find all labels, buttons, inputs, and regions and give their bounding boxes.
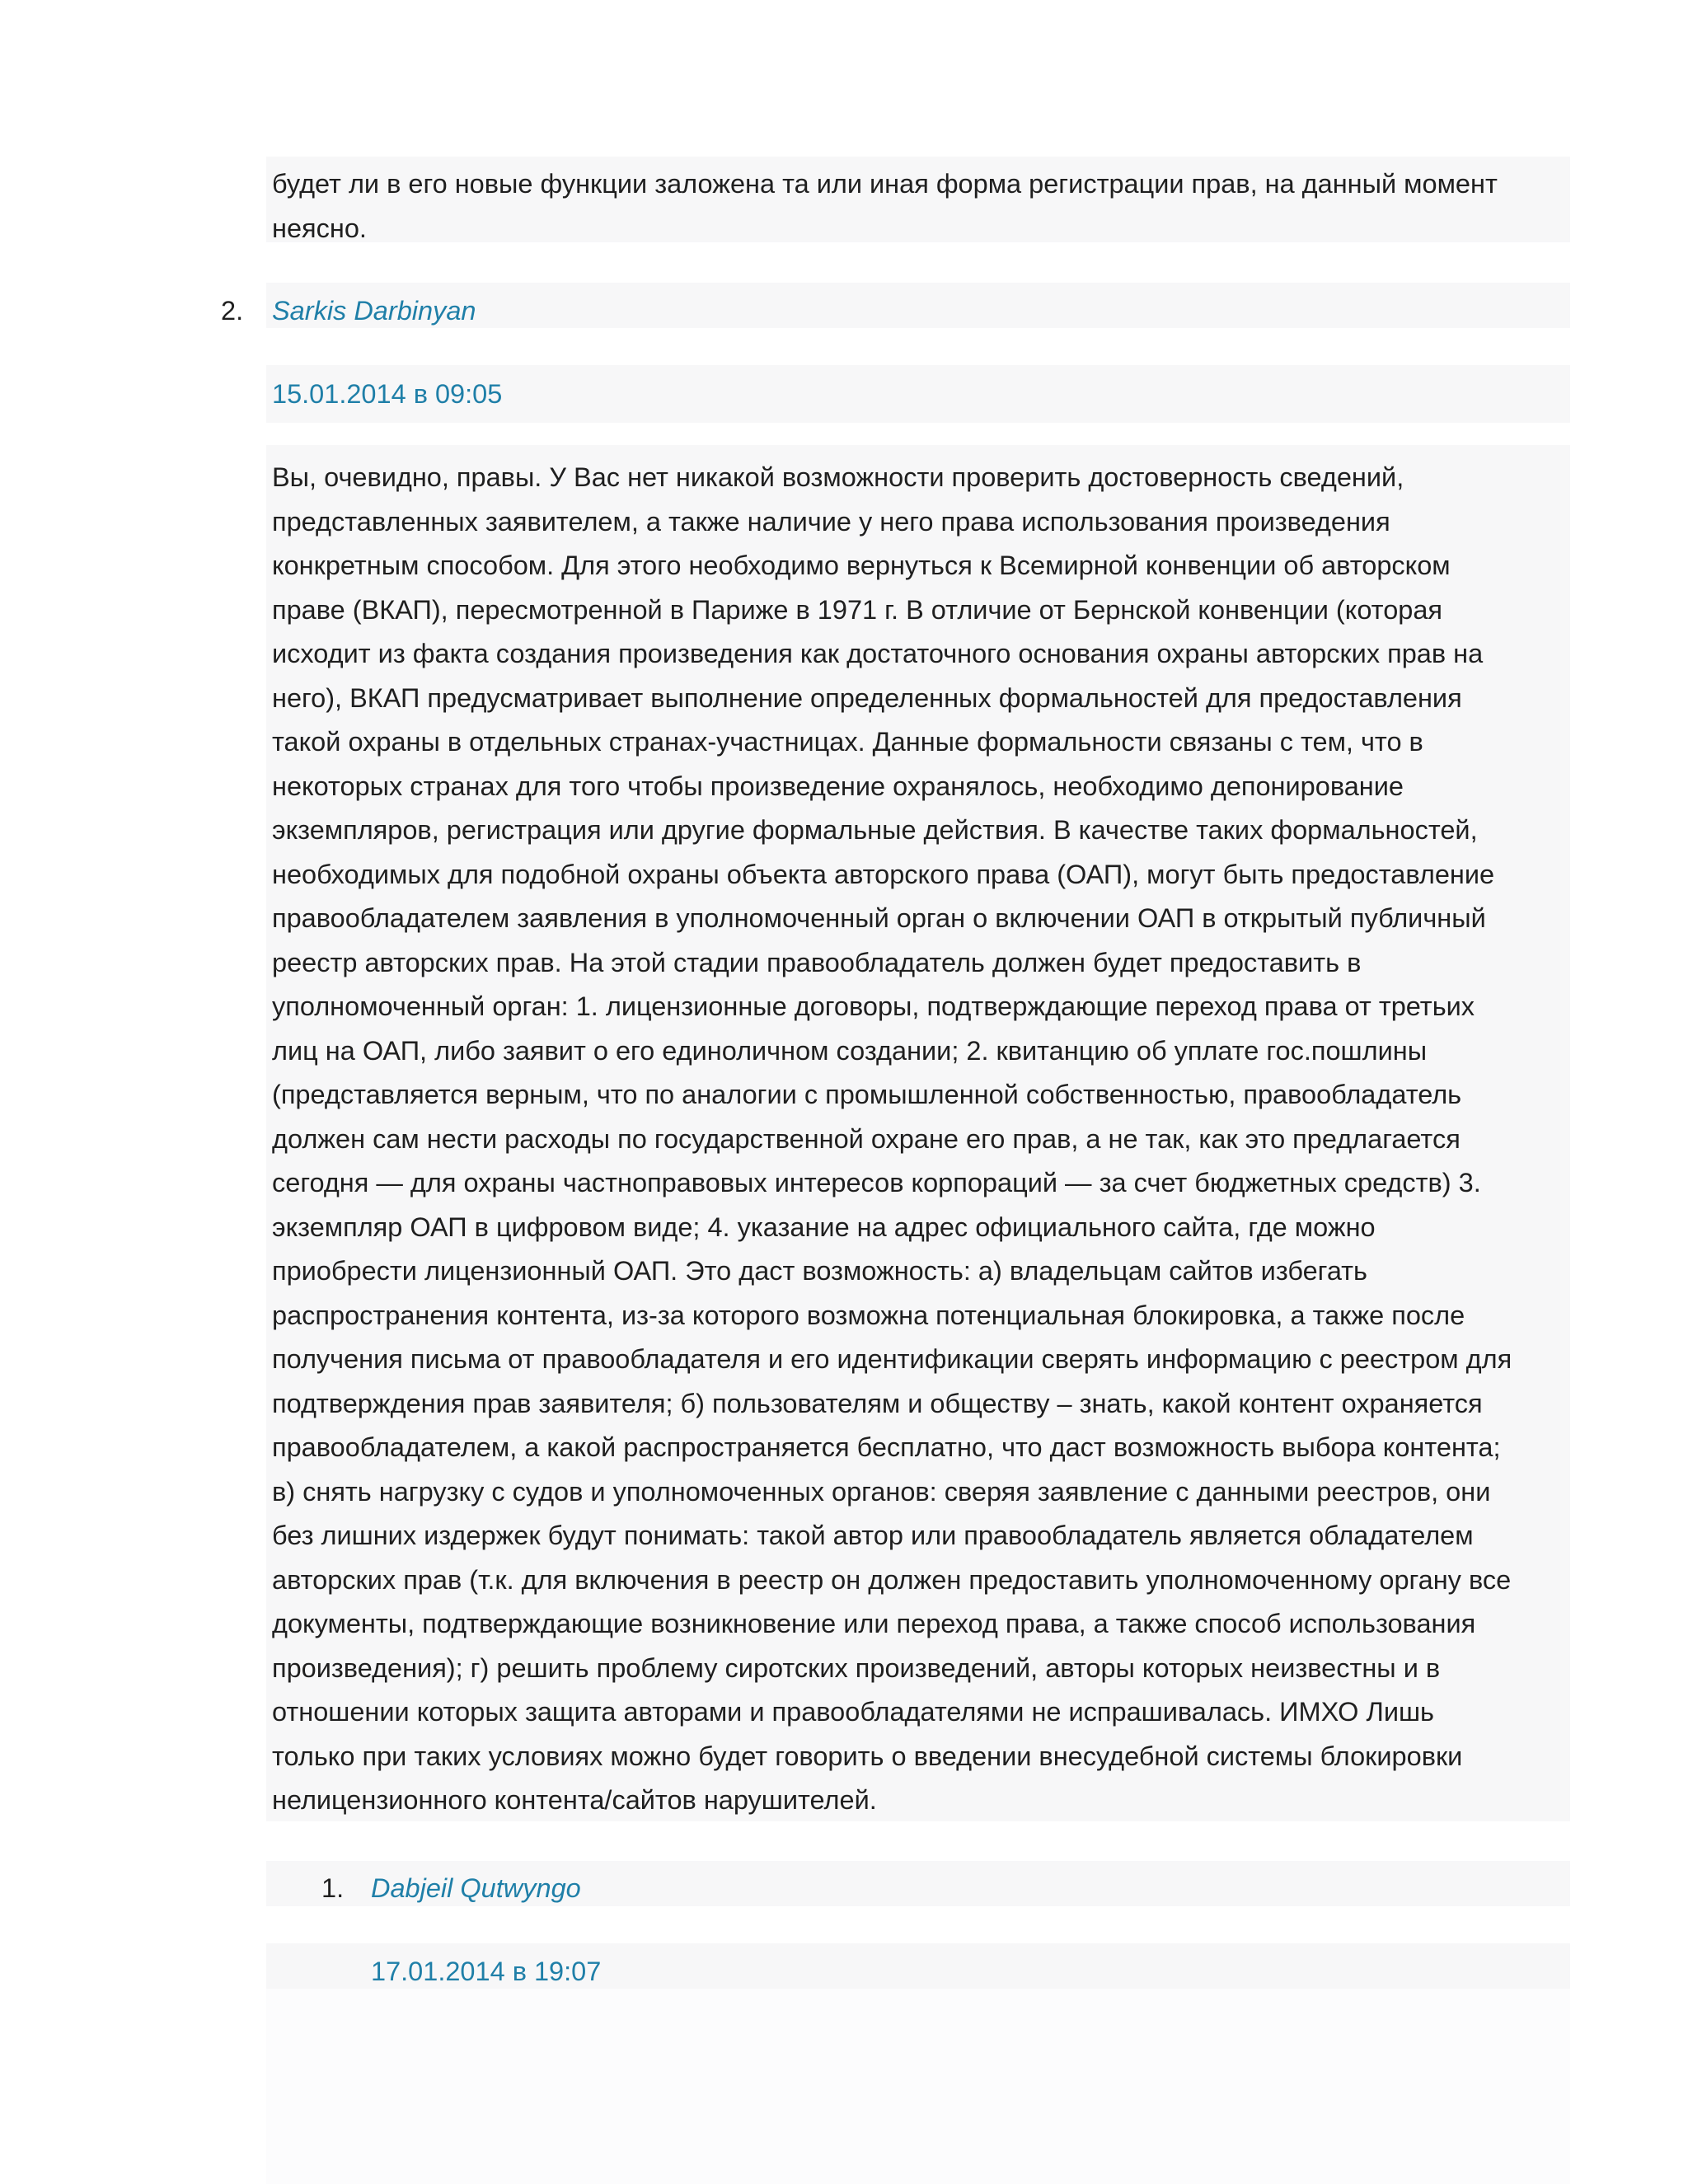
comment-number: 2. — [221, 296, 244, 326]
comment-body-line: уполномоченный орган: 1. лицензионные договоры, подтверждающие переход права от третьих — [272, 991, 1475, 1021]
comment-body-line: (представляется верным, что по аналогии с промышленной собственностью, правообладатель — [272, 1080, 1462, 1109]
comment-body-line: некоторых странах для того чтобы произведение охранялось, необходимо депонирование — [272, 771, 1404, 801]
comment-body-line: исходит из факта создания произведения как достаточного основания охраны авторских прав на — [272, 639, 1484, 668]
reply-body-block — [266, 1989, 1570, 2184]
comment-body-line: сегодня — для охраны частноправовых интересов корпораций — за счет бюджетных средств) 3. — [272, 1168, 1481, 1197]
comment-body-line: распространения контента, из-за которого возможна потенциальная блокировка, а также после — [272, 1300, 1465, 1330]
comment-body — [272, 162, 1498, 251]
comment-body-line: правообладателем заявления в уполномоченный орган о включении ОАП в открытый публичный — [272, 903, 1486, 933]
comment-body-line: без лишних издержек будут понимать: такой автор или правообладатель является обладателем — [272, 1521, 1474, 1550]
comment-body — [272, 456, 1512, 1823]
comment-date-link[interactable]: 15.01.2014 в 09:05 — [272, 379, 503, 409]
comment-body-line: него), ВКАП предусматривает выполнение определенных формальностей для предоставления — [272, 682, 1462, 713]
comment-body-line: приобрести лицензионный ОАП. Это даст возможность: а) владельцам сайтов избегать — [272, 1256, 1367, 1286]
comment-body-line: подтверждения прав заявителя; б) пользователям и обществу – знать, какой контент охраняется — [272, 1388, 1483, 1418]
comment-body-line: представленных заявителем, а также наличие у него права использования произведения — [272, 506, 1390, 537]
reply-date-link[interactable]: 17.01.2014 в 19:07 — [371, 1957, 602, 1986]
comment-body-line: неясно. — [272, 213, 367, 243]
comment-body-line: будет ли в его новые функции заложена та или иная форма регистрации прав, на данный момент — [272, 169, 1498, 199]
comment-author-link[interactable]: Sarkis Darbinyan — [272, 296, 476, 326]
comment-body-line: Вы, очевидно, правы. У Вас нет никакой возможности проверить достоверность сведений, — [272, 462, 1404, 492]
comment-body-line: лиц на ОАП, либо заявит о его единоличном создании; 2. квитанцию об уплате гос.пошлины — [272, 1035, 1428, 1066]
comment-body-line: такой охраны в отдельных странах-участницах. Данные формальности связаны с тем, что в — [272, 727, 1423, 757]
comment-body-line: получения письма от правообладателя и его идентификации сверять информацию с реестром для — [272, 1344, 1512, 1374]
comment-body-line: только при таких условиях можно будет говорить о введении внесудебной системы блокировки — [272, 1741, 1463, 1771]
comment-body-line: должен сам нести расходы по государственной охране его прав, а не так, как это предлагается — [272, 1123, 1461, 1154]
comment-body-line: документы, подтверждающие возникновение или переход права, а также способ использования — [272, 1609, 1476, 1638]
comment-body-line: экземпляр ОАП в цифровом виде; 4. указание на адрес официального сайта, где можно — [272, 1212, 1376, 1242]
comment-body-line: авторских прав (т.к. для включения в реестр он должен предоставить уполномоченному органу все — [272, 1564, 1512, 1595]
comment-body-line: правообладателем, а какой распространяется бесплатно, что даст возможность выбора контента; — [272, 1432, 1501, 1462]
reply-number: 1. — [321, 1873, 345, 1903]
comment-body-line: конкретным способом. Для этого необходимо вернуться к Всемирной конвенции об авторском — [272, 551, 1451, 580]
comment-body-line: необходимых для подобной охраны объекта авторского права (ОАП), могут быть предоставление — [272, 859, 1495, 889]
reply-author-link[interactable]: Dabjeil Qutwyngo — [371, 1873, 581, 1903]
comment-body-line: отношении которых защита авторами и правообладателями не испрашивалась. ИМХО Лишь — [272, 1697, 1434, 1727]
comment-body-line: в) снять нагрузку с судов и уполномоченных органов: сверяя заявление с данными реестров, они — [272, 1476, 1491, 1507]
comment-body-line: праве (ВКАП), пересмотренной в Париже в 1971 г. В отличие от Бернской конвенции (которая — [272, 594, 1443, 625]
comment-body-line: экземпляров, регистрация или другие формальные действия. В качестве таких формальностей, — [272, 815, 1478, 845]
comment-body-line: произведения); г) решить проблему сиротских произведений, авторы которых неизвестны и в — [272, 1652, 1441, 1683]
comment-body-line: нелицензионного контента/сайтов нарушителей. — [272, 1785, 877, 1815]
comment-body-line: реестр авторских прав. На этой стадии правообладатель должен будет предоставить в — [272, 947, 1362, 977]
